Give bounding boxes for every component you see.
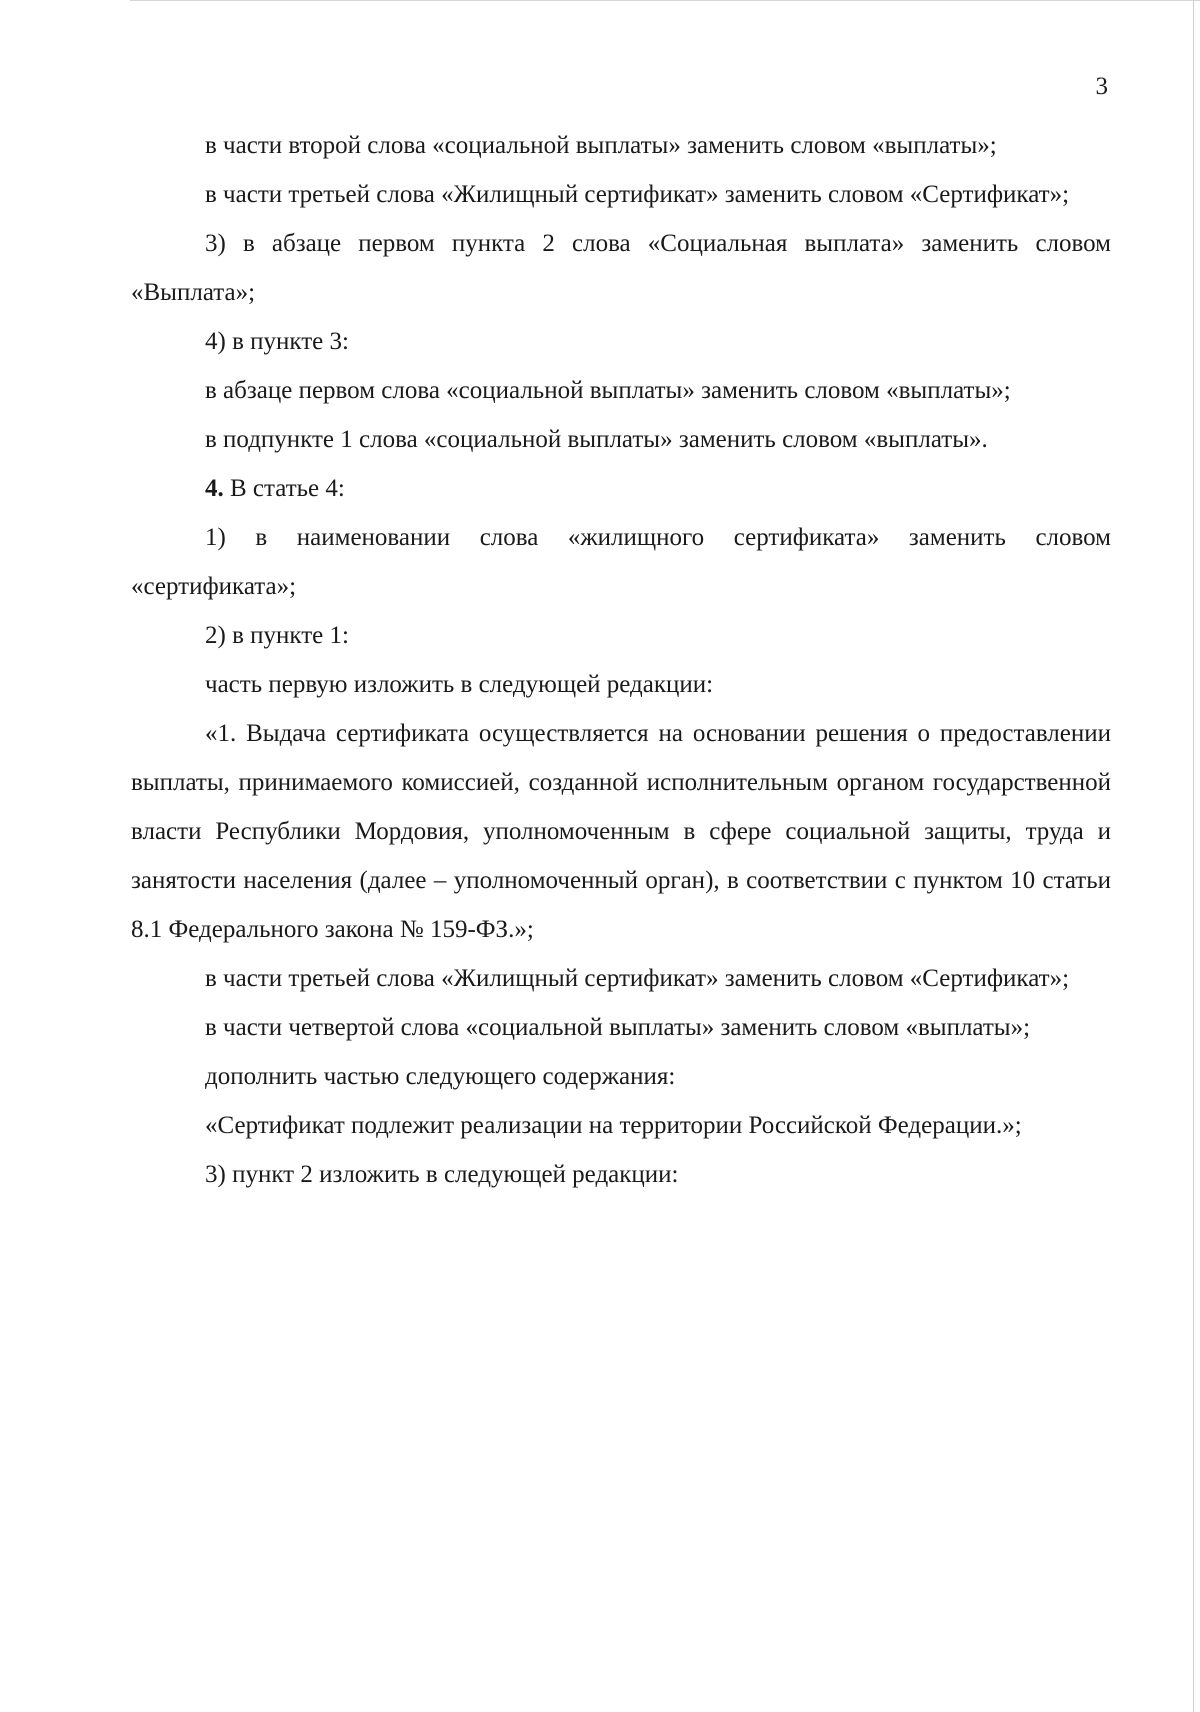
paragraph: 3) пункт 2 изложить в следующей редакции: <box>205 1161 679 1188</box>
paragraph: «Сертификат подлежит реализации на территории Российской Федерации.»; <box>205 1112 1022 1139</box>
paragraph <box>131 464 1111 513</box>
page-number: 3 <box>1095 73 1108 100</box>
paragraph: 3) в абзаце первом пункта 2 слова «Социальная выплата» заменить словом «Выплата»; <box>131 230 1111 306</box>
document-body <box>131 121 1111 1199</box>
paragraph: «1. Выдача сертификата осуществляется на основании решения о предоставлении выплаты, принимаемого комиссией, созданной исполнительным органом государственной власти Республики Мордовия, уполномоченным в сфере социальной защиты, труда и занятости населения (далее – уполномоченный орган), в соответствии с пунктом 10 статьи 8.1 Федерального закона № 159-ФЗ.»; <box>131 720 1111 943</box>
paragraph: в части четвертой слова «социальной выплаты» заменить словом «выплаты»; <box>205 1014 1031 1041</box>
scan-edge-right <box>1193 0 1194 1712</box>
paragraph: 2) в пункте 1: <box>205 622 349 649</box>
paragraph: в части третьей слова «Жилищный сертификат» заменить словом «Сертификат»; <box>205 181 1070 208</box>
scan-edge-top <box>130 0 1200 1</box>
article-number: 4. <box>205 475 224 502</box>
paragraph: дополнить частью следующего содержания: <box>205 1063 676 1090</box>
paragraph: часть первую изложить в следующей редакции: <box>205 671 714 698</box>
paragraph: в части третьей слова «Жилищный сертификат» заменить словом «Сертификат»; <box>205 965 1070 992</box>
article-heading: В статье 4: <box>223 475 345 502</box>
paragraph: в части второй слова «социальной выплаты» заменить словом «выплаты»; <box>205 132 997 159</box>
paragraph: 1) в наименовании слова «жилищного сертификата» заменить словом «сертификата»; <box>131 524 1111 600</box>
paragraph: 4) в пункте 3: <box>205 328 349 355</box>
paragraph: в подпункте 1 слова «социальной выплаты» заменить словом «выплаты». <box>205 426 988 453</box>
paragraph: в абзаце первом слова «социальной выплаты» заменить словом «выплаты»; <box>205 377 1011 404</box>
